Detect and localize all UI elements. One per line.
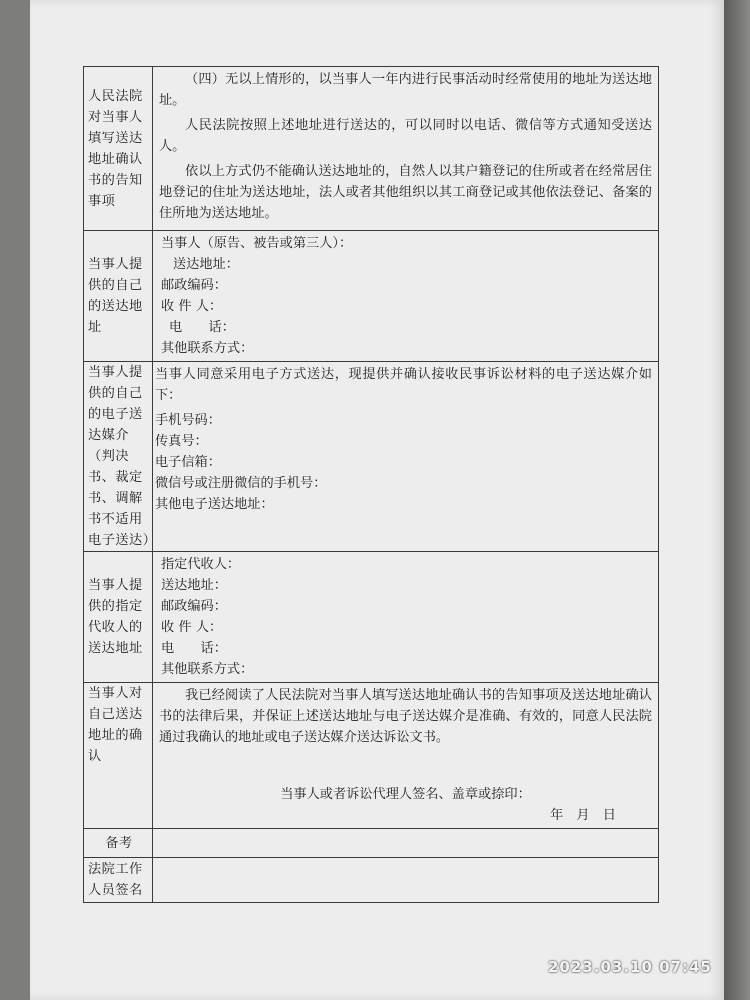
agent-recipient-field[interactable]: 收 件 人： [161,620,223,635]
own-address-label: 当事人提供的自己的送达地址 [84,231,153,362]
background-surface [724,0,750,1000]
mobile-field[interactable]: 手机号码： [155,413,221,428]
agent-other-contact-field[interactable]: 其他联系方式： [161,662,254,677]
notice-paragraph-2: 人民法院按照上述地址进行送达的，可以同时以电话、微信等方式通知受送达人。 [159,118,652,154]
own-address-row [84,231,659,362]
wechat-field[interactable]: 微信号或注册微信的手机号： [155,476,327,491]
notice-row [84,67,659,231]
phone-field[interactable]: 电 话： [169,320,235,335]
agent-address-field[interactable]: 送达地址： [161,578,227,593]
confirmation-content [153,683,659,829]
address-field[interactable]: 送达地址： [173,257,239,272]
email-field[interactable]: 电子信箱： [155,455,221,470]
notice-label: 人民法院对当事人填写送达地址确认书的告知事项 [84,67,153,231]
fax-field[interactable]: 传真号： [155,434,208,449]
recipient-field[interactable]: 收 件 人： [161,299,223,314]
remarks-field[interactable] [153,829,659,858]
staff-label: 法院工作人员签名 [84,858,153,903]
agent-postcode-field[interactable]: 邮政编码： [161,599,227,614]
agent-name-field[interactable]: 指定代收人： [161,557,241,572]
agent-phone-field[interactable]: 电 话： [161,641,227,656]
address-confirmation-form [83,66,659,903]
notice-paragraph-1: （四）无以上情形的，以当事人一年内进行民事活动时经常使用的地址为送达地址。 [159,72,652,108]
electronic-intro: 当事人同意采用电子方式送达，现提供并确认接收民事诉讼材料的电子送达媒介如下： [155,367,652,403]
photo-timestamp: 2023.03.10 07:45 [548,958,712,976]
remarks-row [84,829,659,858]
party-field[interactable]: 当事人（原告、被告或第三人）： [161,236,353,251]
staff-row [84,858,659,903]
other-electronic-field[interactable]: 其他电子送达地址： [155,497,274,512]
other-contact-field[interactable]: 其他联系方式： [161,341,254,356]
signature-line[interactable]: 当事人或者诉讼代理人签名、盖章或捺印： [280,787,531,802]
electronic-content[interactable] [153,362,659,552]
staff-signature-field[interactable] [153,858,659,903]
agent-content[interactable] [153,552,659,683]
remarks-label: 备考 [84,829,153,858]
notice-paragraph-3: 依以上方式仍不能确认送达地址的，自然人以其户籍登记的住所或者在经常居住地登记的住址为送达地址，法人或者其他组织以其工商登记或其他依法登记、备案的住所地为送达地址。 [159,164,652,221]
confirmation-text: 我已经阅读了人民法院对当事人填写送达地址确认书的告知事项及送达地址确认书的法律后果，并保证上述送达地址与电子送达媒介是准确、有效的，同意人民法院通过我确认的地址或电子送达媒介送达诉讼文书。 [159,688,652,745]
confirmation-row [84,683,659,829]
postcode-field[interactable]: 邮政编码： [161,278,227,293]
notice-content [153,67,659,231]
electronic-row [84,362,659,552]
confirmation-label: 当事人对自己送达地址的确认 [84,683,153,829]
date-line[interactable]: 年 月 日 [550,808,616,823]
agent-row [84,552,659,683]
own-address-content[interactable] [153,231,659,362]
electronic-label: 当事人提供的自己的电子送达媒介（判决书、裁定书、调解书不适用电子送达） [84,362,153,552]
agent-label: 当事人提供的指定代收人的送达地址 [84,552,153,683]
